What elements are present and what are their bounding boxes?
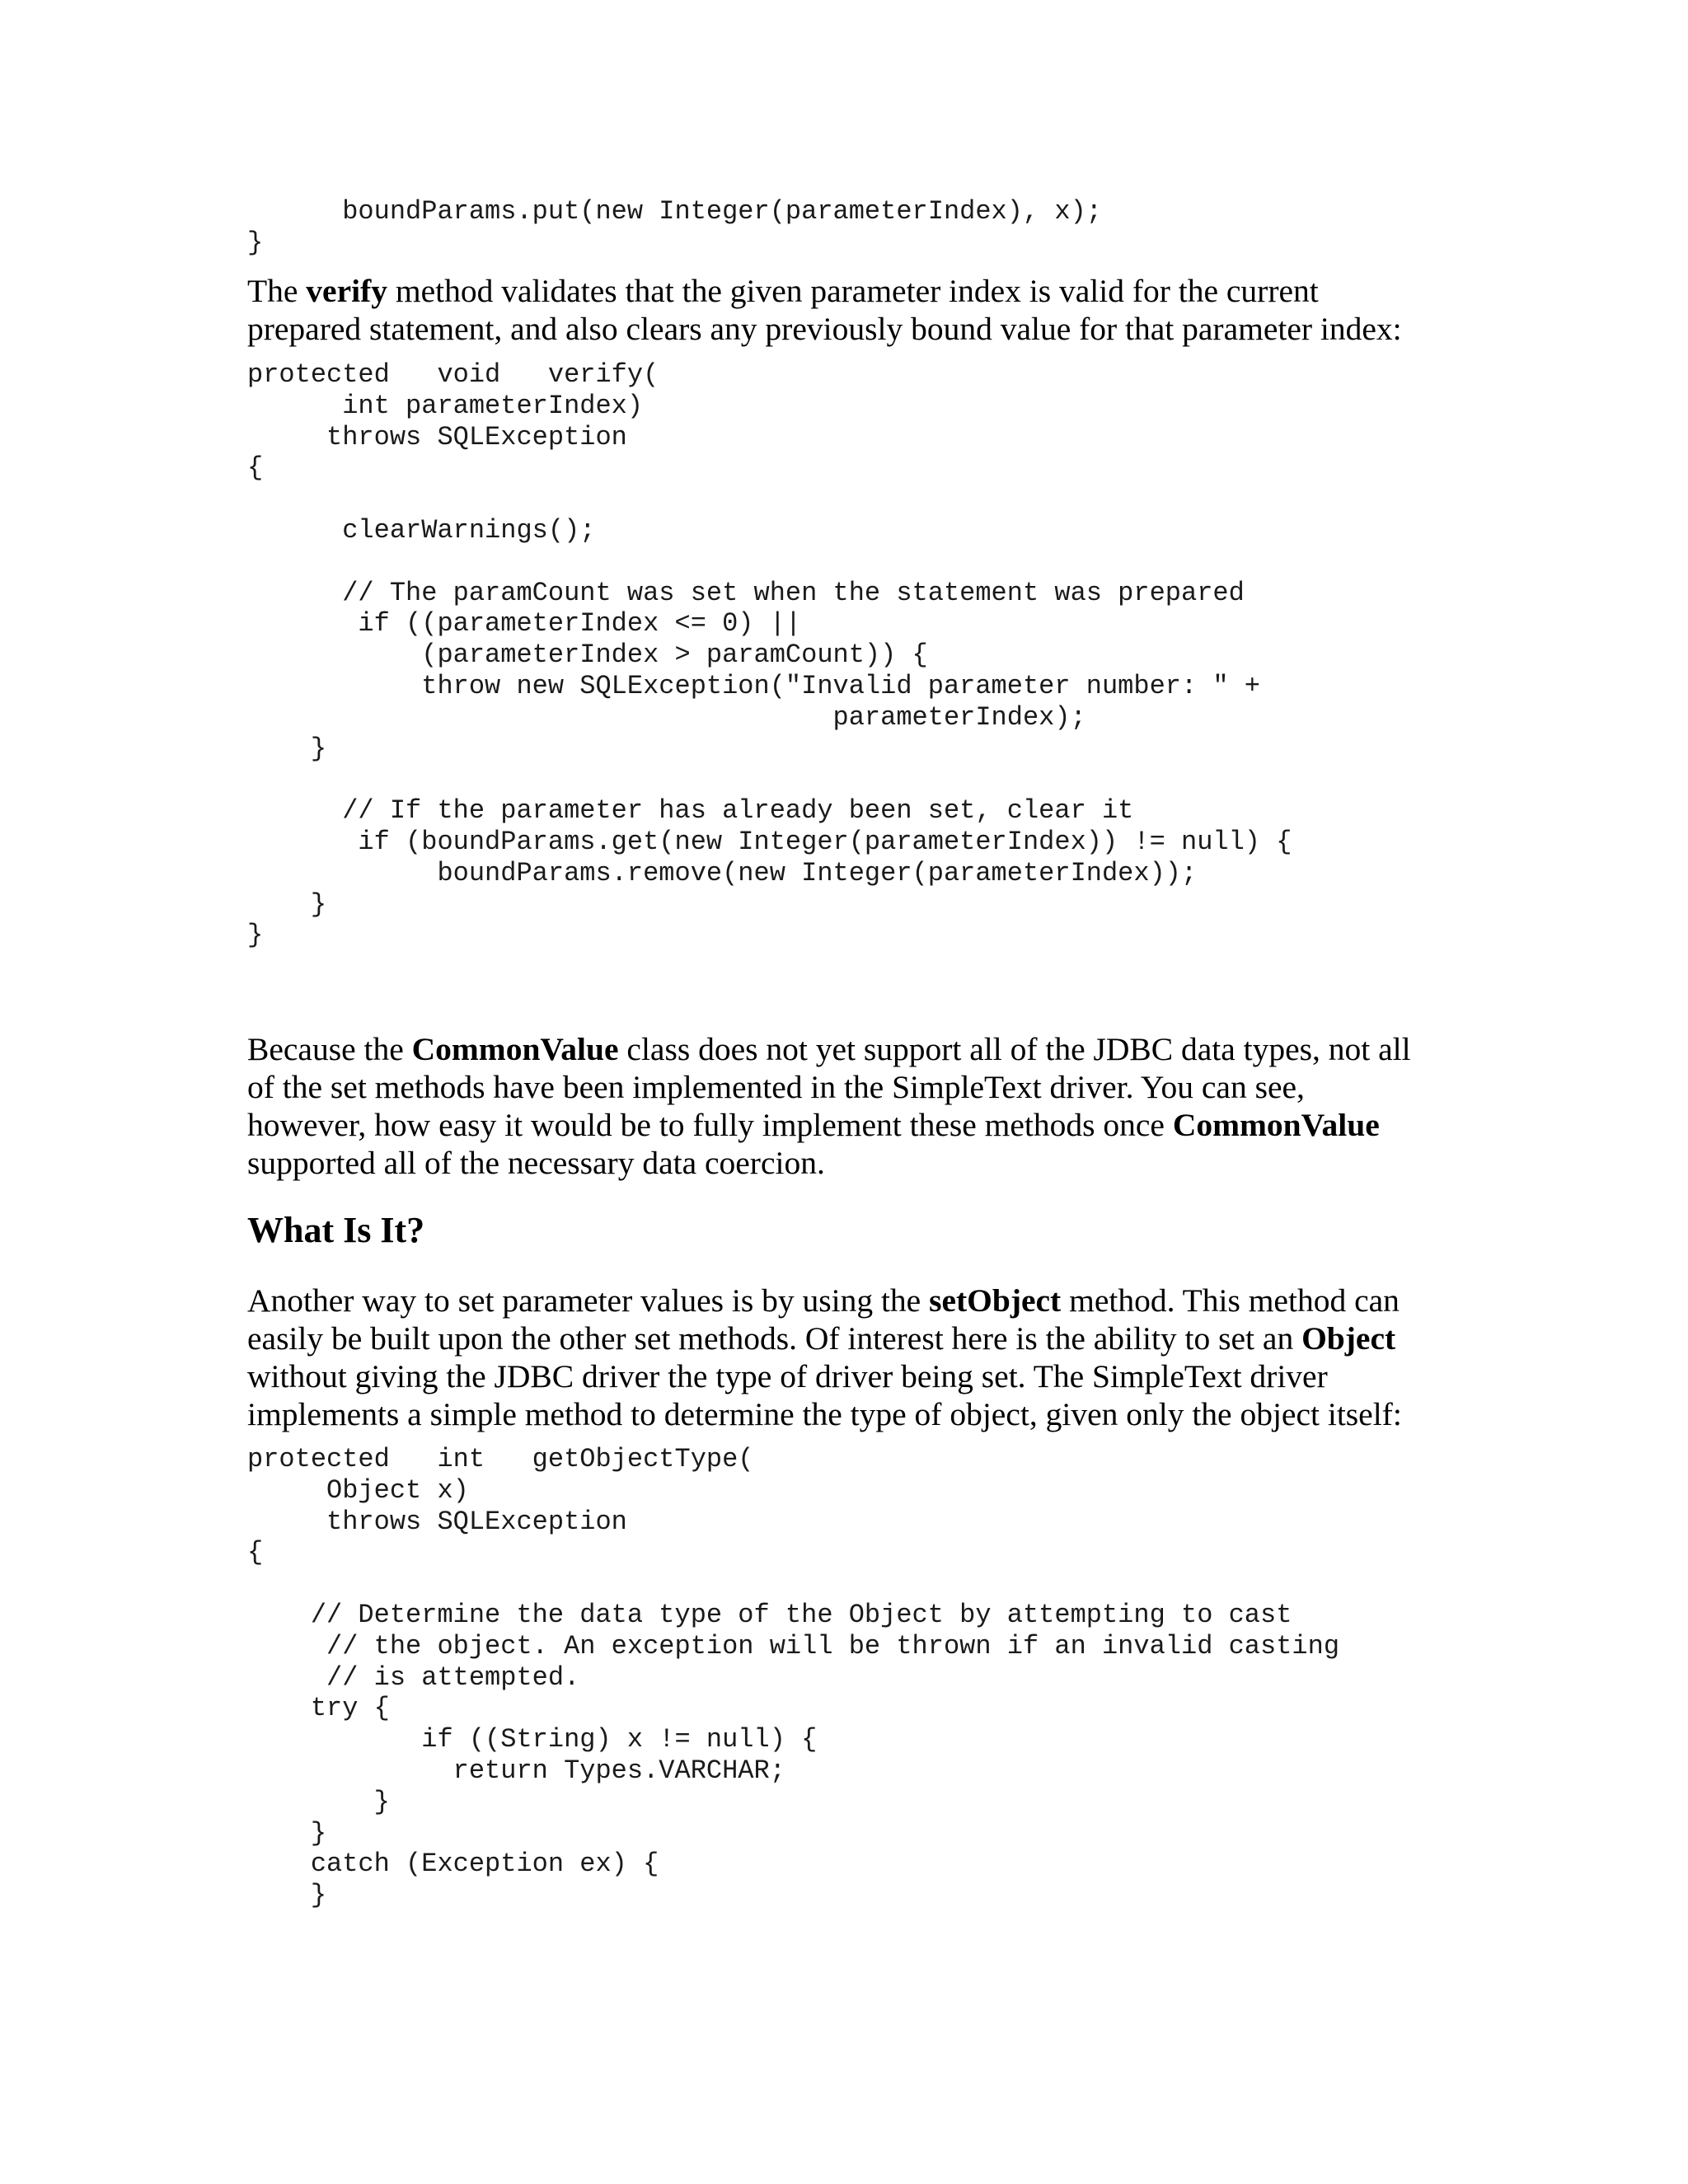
code-line: Object x) — [247, 1474, 469, 1506]
bold-term: Object — [1301, 1320, 1396, 1357]
text-run: however, how easy it would be to fully implement these methods once — [247, 1107, 1173, 1143]
code-line — [247, 1568, 1339, 1600]
text-line — [247, 1282, 1402, 1319]
bold-term: verify — [306, 273, 387, 309]
code-line: try { — [247, 1693, 390, 1724]
code-line: if (boundParams.get(new Integer(parameterIndex)) != null) { — [247, 826, 1292, 857]
text-run: class does not yet support all of the JDBC data types, not all — [618, 1031, 1411, 1067]
code-line: return Types.VARCHAR; — [247, 1755, 785, 1786]
code-line: throws SQLException — [247, 421, 627, 452]
code-line: if ((parameterIndex <= 0) || — [247, 608, 802, 640]
code-line: } — [247, 888, 327, 920]
text-line — [247, 1319, 1402, 1357]
text-line — [247, 1144, 1411, 1182]
code-line: throw new SQLException("Invalid parameter number: " + — [247, 670, 1260, 701]
code-line: protected int getObjectType( — [247, 1444, 754, 1474]
paragraph-verify — [247, 272, 1402, 348]
text-line — [247, 1068, 1411, 1106]
code-line: parameterIndex); — [247, 701, 1086, 733]
code-block-put — [247, 196, 1102, 259]
code-line: } — [247, 733, 327, 764]
code-line — [247, 546, 1292, 578]
text-run: without giving the JDBC driver the type of driver being set. The SimpleText driver — [247, 1358, 1328, 1394]
text-run: prepared statement, and also clears any previously bound value for that parameter index: — [247, 311, 1402, 347]
text-run: supported all of the necessary data coercion. — [247, 1145, 825, 1181]
code-line: { — [247, 1537, 264, 1568]
code-line: int parameterIndex) — [247, 390, 644, 421]
code-block-verify — [247, 359, 1292, 951]
code-line: protected void verify( — [247, 359, 659, 390]
text-run: method validates that the given parameter index is valid for the current — [387, 273, 1319, 309]
code-line: // Determine the data type of the Object by attempting to cast — [247, 1599, 1292, 1630]
code-line: // If the parameter has already been set, clear it — [247, 795, 1134, 827]
code-line: } — [247, 1880, 327, 1911]
bold-term: CommonValue — [1172, 1107, 1380, 1143]
paragraph-setobject — [247, 1282, 1402, 1433]
code-line: boundParams.put(new Integer(parameterIndex), x); — [247, 196, 1102, 227]
code-line: if ((String) x != null) { — [247, 1724, 818, 1755]
code-line: throws SQLException — [247, 1506, 627, 1537]
code-line: boundParams.remove(new Integer(parameterIndex)); — [247, 857, 1198, 888]
code-line: { — [247, 452, 264, 484]
text-run: method. This method can — [1061, 1282, 1400, 1319]
text-line — [247, 1106, 1411, 1144]
text-run: easily be built upon the other set methods. Of interest here is the ability to set an — [247, 1320, 1302, 1357]
text-run: The — [247, 273, 307, 309]
text-line — [247, 1357, 1402, 1395]
code-block-getobjecttype — [247, 1444, 1339, 1911]
code-line: // The paramCount was set when the statement was prepared — [247, 577, 1245, 608]
code-line: } — [247, 920, 264, 951]
code-line: catch (Exception ex) { — [247, 1849, 659, 1880]
code-line — [247, 764, 1292, 795]
text-run: Another way to set parameter values is by using the — [247, 1282, 930, 1319]
code-line: } — [247, 1786, 390, 1817]
text-line — [247, 310, 1402, 348]
code-line: // is attempted. — [247, 1661, 580, 1693]
text-line — [247, 1030, 1411, 1068]
code-line: clearWarnings(); — [247, 514, 596, 546]
text-line — [247, 1395, 1402, 1433]
paragraph-commonvalue — [247, 1030, 1411, 1182]
code-line: } — [247, 1817, 327, 1849]
code-line: (parameterIndex > paramCount)) { — [247, 640, 928, 671]
section-heading: What Is It? — [247, 1210, 425, 1250]
text-line — [247, 272, 1402, 310]
text-run: implements a simple method to determine the type of object, given only the object itself: — [247, 1396, 1402, 1432]
bold-term: setObject — [929, 1282, 1062, 1319]
text-run: Because the — [247, 1031, 412, 1067]
code-line: // the object. An exception will be thrown if an invalid casting — [247, 1630, 1340, 1661]
text-run: of the set methods have been implemented in the SimpleText driver. You can see, — [247, 1069, 1305, 1105]
code-line: } — [247, 227, 264, 258]
bold-term: CommonValue — [411, 1031, 619, 1067]
code-line — [247, 484, 1292, 515]
